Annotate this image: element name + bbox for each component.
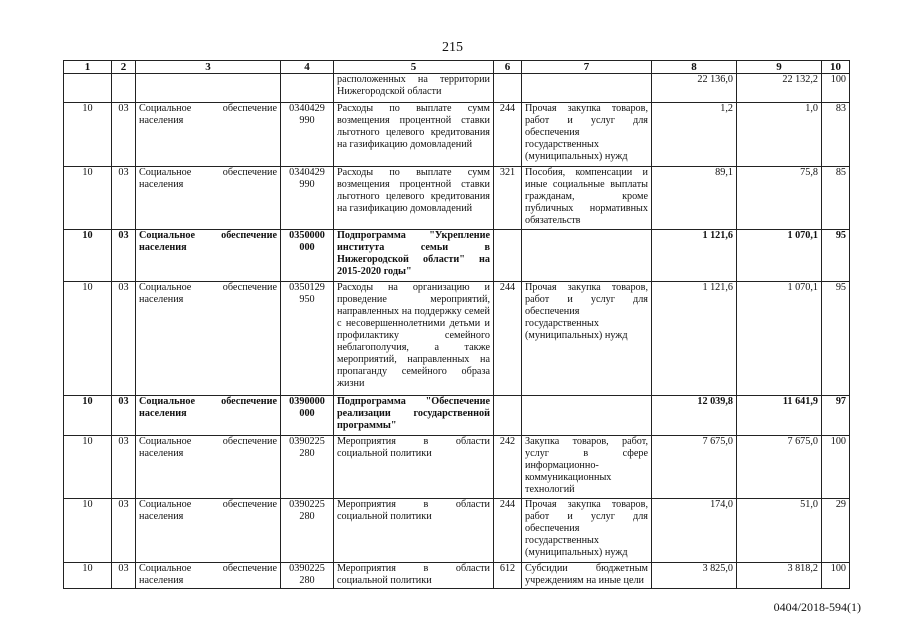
cell-col-8: 174,0 (652, 499, 737, 563)
cell-col-5: Подпрограмма "Обеспечение реализации государственной программы" (334, 396, 494, 436)
table-row (64, 436, 850, 499)
cell-col-4: 0390000 000 (281, 396, 334, 436)
cell-col-9: 1 070,1 (737, 282, 822, 396)
column-header-2: 2 (112, 61, 136, 74)
cell-col-1: 10 (64, 230, 112, 282)
cell-col-4: 0390225 280 (281, 563, 334, 589)
table-row (64, 282, 850, 396)
cell-col-6 (494, 230, 522, 282)
column-header-8: 8 (652, 61, 737, 74)
column-header-5: 5 (334, 61, 494, 74)
cell-col-6: 244 (494, 499, 522, 563)
cell-col-9: 1,0 (737, 103, 822, 167)
cell-col-7 (522, 74, 652, 103)
cell-col-2: 03 (112, 563, 136, 589)
cell-col-5: Мероприятия в области социальной политики (334, 563, 494, 589)
table-row (64, 499, 850, 563)
cell-col-4: 0390225 280 (281, 436, 334, 499)
header-row (64, 61, 850, 74)
cell-col-6: 244 (494, 103, 522, 167)
cell-col-10: 97 (822, 396, 850, 436)
column-header-10: 10 (822, 61, 850, 74)
cell-col-3: Социальное обеспечение населения (136, 563, 281, 589)
table-row (64, 103, 850, 167)
cell-col-8: 12 039,8 (652, 396, 737, 436)
budget-table (63, 60, 850, 589)
cell-col-2: 03 (112, 396, 136, 436)
cell-col-3: Социальное обеспечение населения (136, 499, 281, 563)
cell-col-8: 1 121,6 (652, 230, 737, 282)
cell-col-6 (494, 396, 522, 436)
cell-col-6: 244 (494, 282, 522, 396)
column-header-6: 6 (494, 61, 522, 74)
column-header-7: 7 (522, 61, 652, 74)
cell-col-9: 51,0 (737, 499, 822, 563)
cell-col-2: 03 (112, 282, 136, 396)
cell-col-8: 89,1 (652, 167, 737, 230)
cell-col-1: 10 (64, 167, 112, 230)
cell-col-1: 10 (64, 103, 112, 167)
cell-col-2: 03 (112, 103, 136, 167)
cell-col-10: 29 (822, 499, 850, 563)
cell-col-6: 612 (494, 563, 522, 589)
cell-col-3: Социальное обеспечение населения (136, 103, 281, 167)
cell-col-1: 10 (64, 499, 112, 563)
cell-col-4: 0340429 990 (281, 103, 334, 167)
cell-col-5: Мероприятия в области социальной политики (334, 499, 494, 563)
cell-col-5: расположенных на территории Нижегородской области (334, 74, 494, 103)
cell-col-1: 10 (64, 282, 112, 396)
cell-col-5: Расходы на организацию и проведение мероприятий, направленных на поддержку семей с несовершеннолетними детьми и профилактику семейного неблагополучия, а также мероприятий, направленных на пропаганду семейного образа жизни (334, 282, 494, 396)
column-header-1: 1 (64, 61, 112, 74)
cell-col-7: Субсидии бюджетным учреждениям на иные цели (522, 563, 652, 589)
cell-col-7: Прочая закупка товаров, работ и услуг для обеспечения государственных (муниципальных) нужд (522, 282, 652, 396)
cell-col-5: Расходы по выплате сумм возмещения процентной ставки льготного целевого кредитования на газификацию домовладений (334, 167, 494, 230)
table-row (64, 563, 850, 589)
cell-col-10: 83 (822, 103, 850, 167)
cell-col-7 (522, 230, 652, 282)
cell-col-4: 0350000 000 (281, 230, 334, 282)
cell-col-6 (494, 74, 522, 103)
cell-col-3 (136, 74, 281, 103)
cell-col-6: 321 (494, 167, 522, 230)
cell-col-7: Закупка товаров, работ, услуг в сфере информационно-коммуникационных технологий (522, 436, 652, 499)
cell-col-6: 242 (494, 436, 522, 499)
document-code: 0404/2018-594(1) (773, 600, 861, 614)
cell-col-1: 10 (64, 436, 112, 499)
cell-col-1 (64, 74, 112, 103)
cell-col-1: 10 (64, 563, 112, 589)
cell-col-9: 11 641,9 (737, 396, 822, 436)
page-number: 215 (442, 40, 463, 55)
cell-col-3: Социальное обеспечение населения (136, 167, 281, 230)
cell-col-4: 0340429 990 (281, 167, 334, 230)
cell-col-9: 1 070,1 (737, 230, 822, 282)
cell-col-8: 1,2 (652, 103, 737, 167)
cell-col-5: Мероприятия в области социальной политики (334, 436, 494, 499)
table-body (64, 74, 850, 589)
cell-col-2: 03 (112, 167, 136, 230)
cell-col-4 (281, 74, 334, 103)
cell-col-4: 0390225 280 (281, 499, 334, 563)
cell-col-7: Пособия, компенсации и иные социальные выплаты гражданам, кроме публичных нормативных обязательств (522, 167, 652, 230)
cell-col-2 (112, 74, 136, 103)
column-header-9: 9 (737, 61, 822, 74)
cell-col-1: 10 (64, 396, 112, 436)
cell-col-7 (522, 396, 652, 436)
cell-col-10: 100 (822, 563, 850, 589)
table-row (64, 396, 850, 436)
cell-col-10: 85 (822, 167, 850, 230)
cell-col-9: 7 675,0 (737, 436, 822, 499)
cell-col-3: Социальное обеспечение населения (136, 436, 281, 499)
cell-col-9: 3 818,2 (737, 563, 822, 589)
table-row (64, 230, 850, 282)
column-header-4: 4 (281, 61, 334, 74)
cell-col-2: 03 (112, 436, 136, 499)
table-row (64, 74, 850, 103)
cell-col-10: 95 (822, 282, 850, 396)
column-header-3: 3 (136, 61, 281, 74)
cell-col-2: 03 (112, 230, 136, 282)
cell-col-9: 75,8 (737, 167, 822, 230)
cell-col-10: 100 (822, 74, 850, 103)
cell-col-8: 3 825,0 (652, 563, 737, 589)
cell-col-5: Подпрограмма "Укрепление института семьи в Нижегородской области" на 2015-2020 годы" (334, 230, 494, 282)
cell-col-10: 100 (822, 436, 850, 499)
cell-col-2: 03 (112, 499, 136, 563)
cell-col-3: Социальное обеспечение населения (136, 230, 281, 282)
cell-col-10: 95 (822, 230, 850, 282)
cell-col-7: Прочая закупка товаров, работ и услуг для обеспечения государственных (муниципальных) нужд (522, 103, 652, 167)
cell-col-7: Прочая закупка товаров, работ и услуг для обеспечения государственных (муниципальных) нужд (522, 499, 652, 563)
cell-col-8: 22 136,0 (652, 74, 737, 103)
table-row (64, 167, 850, 230)
cell-col-8: 1 121,6 (652, 282, 737, 396)
cell-col-5: Расходы по выплате сумм возмещения процентной ставки льготного целевого кредитования на газификацию домовладений (334, 103, 494, 167)
cell-col-3: Социальное обеспечение населения (136, 396, 281, 436)
cell-col-8: 7 675,0 (652, 436, 737, 499)
cell-col-3: Социальное обеспечение населения (136, 282, 281, 396)
cell-col-4: 0350129 950 (281, 282, 334, 396)
cell-col-9: 22 132,2 (737, 74, 822, 103)
